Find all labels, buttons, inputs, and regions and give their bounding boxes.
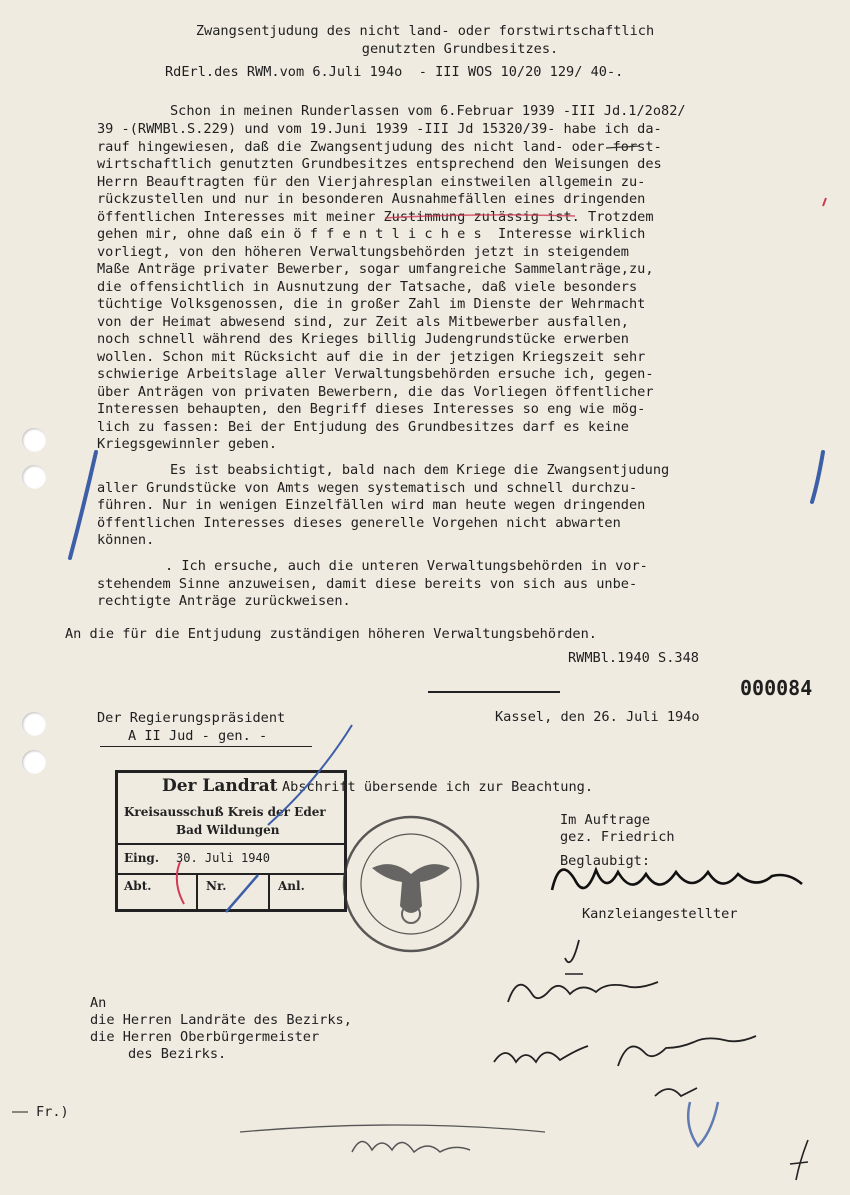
handwritten-note xyxy=(508,982,658,1002)
text-line: . Ich ersuche, auch die unteren Verwaltungsbehörden in vor- xyxy=(165,558,648,574)
stamp-nr-label: Nr. xyxy=(206,879,227,893)
sender-title: Der Regierungspräsident xyxy=(97,710,286,726)
text-line: Interessen behaupten, den Begriff dieses Interesses so eng wie mög- xyxy=(97,401,646,417)
text-line: rückzustellen und nur in besonderen Ausnahmefällen eines dringenden xyxy=(97,191,646,207)
text-line: wirtschaftlich genutzten Grundbesitzes entsprechend den Weisungen des xyxy=(97,156,662,172)
forward-text: Abschrift übersende ich zur Beachtung. xyxy=(282,779,593,795)
text-line: vorliegt, von den höheren Verwaltungsbehörden jetzt in steigendem xyxy=(97,244,629,260)
blue-pencil-mark xyxy=(688,1102,718,1146)
stamp-title: Der Landrat xyxy=(162,776,278,796)
text-line: stehendem Sinne anzuweisen, damit diese bereits von sich aus unbe- xyxy=(97,576,638,592)
text-line: Kriegsgewinnler geben. xyxy=(97,436,278,452)
handwritten-note xyxy=(655,1088,697,1096)
text-line: rauf hingewiesen, daß die Zwangsentjudung des nicht land- oder forst- xyxy=(97,139,662,155)
text-line: rechtigte Anträge zurückweisen. xyxy=(97,593,351,609)
text-line: von der Heimat abwesend sind, zur Zeit als Mitbewerber ausfallen, xyxy=(97,314,629,330)
text-line: Herrn Beauftragten für den Vierjahresplan einstweilen allgemein zu- xyxy=(97,174,646,190)
pencil-line xyxy=(240,1125,545,1132)
recipients-line: des Bezirks. xyxy=(128,1046,227,1062)
title-line-2: genutzten Grundbesitzes. xyxy=(361,41,559,57)
text-line: Es ist beabsichtigt, bald nach dem Kriege die Zwangsentjudung xyxy=(170,462,670,478)
text-line: wollen. Schon mit Rücksicht auf die in der jetzigen Kriegszeit sehr xyxy=(97,349,646,365)
im-auftrage: Im Auftrage xyxy=(560,812,651,828)
underline-nicht xyxy=(606,146,640,148)
stamp-anl-label: Anl. xyxy=(278,879,305,893)
text-line: können. xyxy=(97,532,155,548)
text-line: führen. Nur in wenigen Einzelfällen wird man heute wegen dringenden xyxy=(97,497,646,513)
stamp-eing-date: 30. Juli 1940 xyxy=(176,851,270,865)
blue-pencil-line xyxy=(268,725,352,825)
blue-pencil-line xyxy=(226,875,258,912)
beglaubigt-label: Beglaubigt: xyxy=(560,853,651,869)
handwritten-note xyxy=(494,1046,588,1062)
recipients-line: An xyxy=(90,995,107,1011)
text-line: die offensichtlich in Ausnutzung der Tatsache, daß viele besonders xyxy=(97,279,638,295)
handwritten-initial xyxy=(790,1140,808,1180)
kanzlei-title: Kanzleiangestellter xyxy=(582,906,738,922)
recipients-line: die Herren Landräte des Bezirks, xyxy=(90,1012,352,1028)
text-line: Schon in meinen Runderlassen vom 6.Februar 1939 -III Jd.1/2o82/ xyxy=(170,103,686,119)
text-line: schwierige Arbeitslage aller Verwaltungsbehörden ersuche ich, gegen- xyxy=(97,366,654,382)
stamp-place: Bad Wildungen xyxy=(176,823,280,837)
recipients-line: die Herren Oberbürgermeister xyxy=(90,1029,320,1045)
handwritten-note xyxy=(565,940,579,962)
text-line: lich zu fassen: Bei der Entjudung des Grundbesitzes darf es keine xyxy=(97,419,629,435)
handwritten-note xyxy=(618,1036,756,1066)
text-line: aller Grundstücke von Amts wegen systematisch und schnell durchzu- xyxy=(97,480,638,496)
eagle-seal-icon xyxy=(344,817,478,951)
text-line: 39 -(RWMBl.S.229) und vom 19.Juni 1939 -III Jd 15320/39- habe ich da- xyxy=(97,121,662,137)
stamp-eing-label: Eing. xyxy=(124,851,159,865)
addressee-line: An die für die Entjudung zuständigen höheren Verwaltungsbehörden. xyxy=(65,626,597,642)
publication-reference: RWMBl.1940 S.348 xyxy=(568,650,699,666)
text-line: öffentlichen Interesses dieses generelle Vorgehen nicht abwarten xyxy=(97,515,621,531)
title-line-1: Zwangsentjudung des nicht land- oder forstwirtschaftlich xyxy=(195,23,655,39)
text-line: noch schnell während des Krieges billig Judengrundstücke erwerben xyxy=(97,331,629,347)
document-number: 000084 xyxy=(740,676,813,700)
signature-gez: gez. Friedrich xyxy=(560,829,675,845)
sender-file-ref: A II Jud - gen. - xyxy=(128,728,268,744)
fr-marker: Fr.) xyxy=(36,1104,69,1120)
decree-reference: RdErl.des RWM.vom 6.Juli 194o - III WOS 10/20 129/ 40-. xyxy=(165,64,624,80)
stamp-authority: Kreisausschuß Kreis der Eder xyxy=(124,805,326,819)
stamp-abt-label: Abt. xyxy=(124,879,152,893)
text-line: öffentlichen Interesses mit meiner Zustimmung zulässig ist. Trotzdem xyxy=(97,209,654,225)
text-line: gehen mir, ohne daß ein ö f f e n t l i c h e s Interesse wirklich xyxy=(97,226,646,242)
red-tick xyxy=(823,198,826,206)
text-line: Maße Anträge privater Bewerber, sogar umfangreiche Sammelanträge,zu, xyxy=(97,261,654,277)
red-pencil-mark xyxy=(177,862,184,904)
place-date: Kassel, den 26. Juli 194o xyxy=(495,709,700,725)
pencil-note xyxy=(352,1141,470,1152)
red-underline xyxy=(385,215,575,218)
text-line: tüchtige Volksgenossen, die in großer Zahl im Dienste der Wehrmacht xyxy=(97,296,646,312)
text-line: über Anträgen von privaten Bewerbern, die das Vorliegen öffentlicher xyxy=(97,384,654,400)
handwritten-signature xyxy=(552,870,802,890)
blue-margin-stroke xyxy=(70,452,96,558)
blue-margin-stroke xyxy=(812,452,823,502)
